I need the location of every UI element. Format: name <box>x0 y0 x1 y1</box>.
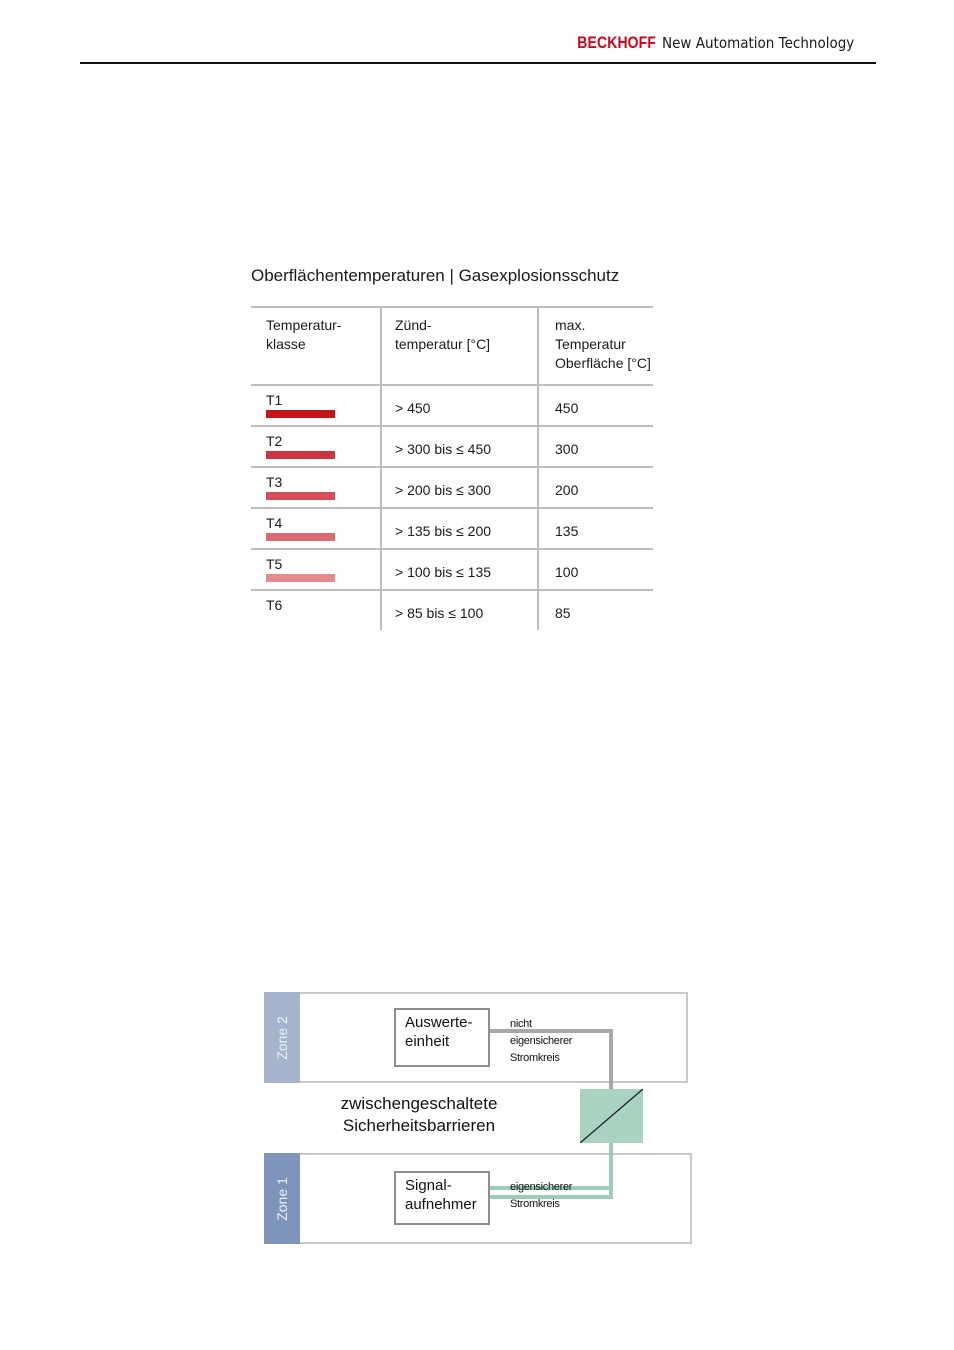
column-header-ignition: Zünd- temperatur [°C] <box>395 317 491 352</box>
safety-barrier-symbol <box>580 1089 643 1143</box>
brand-name: BECKHOFF <box>577 33 656 52</box>
barrier-caption: zwischengeschaltete Sicherheitsbarrieren <box>340 1094 498 1135</box>
brand-logo <box>560 33 876 53</box>
non-intrinsic-line-v <box>609 1029 613 1091</box>
max-temp-value: 300 <box>555 441 579 457</box>
page-header <box>80 26 876 66</box>
sensor-label: Signal- aufnehmer <box>405 1177 477 1213</box>
temperature-class-table <box>251 306 653 630</box>
intrinsic-line-v <box>609 1141 613 1190</box>
zone-2-tab <box>264 992 300 1083</box>
table-row <box>251 590 653 630</box>
max-temp-value: 200 <box>555 482 579 498</box>
intrinsic-circuit-label: eigensicherer Stromkreis <box>510 1181 573 1210</box>
sensor-box <box>394 1171 490 1225</box>
table-row <box>251 385 653 426</box>
ignition-value: > 300 bis ≤ 450 <box>395 441 492 457</box>
barrier-diagonal-icon <box>580 1089 643 1143</box>
class-color-bar <box>266 533 335 541</box>
class-label: T6 <box>266 597 283 613</box>
zone-2-label: Zone 2 <box>274 1015 290 1060</box>
class-color-bar <box>266 492 335 500</box>
class-label: T5 <box>266 556 283 572</box>
zone-1-label: Zone 1 <box>274 1176 290 1221</box>
class-color-bar <box>266 574 335 582</box>
table-row <box>251 508 653 549</box>
ignition-value: > 85 bis ≤ 100 <box>395 605 484 621</box>
class-color-bar <box>266 410 335 418</box>
class-label: T4 <box>266 515 283 531</box>
non-intrinsic-circuit-label: nicht eigensicherer Stromkreis <box>510 1018 573 1064</box>
class-label: T1 <box>266 392 283 408</box>
max-temp-value: 100 <box>555 564 579 580</box>
figure-title: Oberflächentemperaturen | Gasexplosionsschutz <box>251 266 620 285</box>
max-temp-value: 85 <box>555 605 571 621</box>
evaluation-unit-label: Auswerte- einheit <box>405 1014 473 1050</box>
max-temp-value: 450 <box>555 400 579 416</box>
class-color-bar <box>266 451 335 459</box>
ignition-value: > 200 bis ≤ 300 <box>395 482 492 498</box>
table-row <box>251 426 653 467</box>
column-header-max-temp: max. Temperatur Oberfläche [°C] <box>555 317 651 371</box>
evaluation-unit-box <box>394 1008 490 1067</box>
ignition-value: > 135 bis ≤ 200 <box>395 523 492 539</box>
column-header-class: Temperatur- klasse <box>266 317 342 352</box>
zone-barrier-diagram <box>264 992 694 1246</box>
brand-tagline: New Automation Technology <box>662 34 855 52</box>
table-row <box>251 549 653 590</box>
class-label: T2 <box>266 433 283 449</box>
max-temp-value: 135 <box>555 523 579 539</box>
zone-1-tab <box>264 1153 300 1244</box>
ignition-value: > 100 bis ≤ 135 <box>395 564 492 580</box>
table-header-row <box>251 307 653 385</box>
header-divider <box>80 62 876 64</box>
table-row <box>251 467 653 508</box>
class-label: T3 <box>266 474 283 490</box>
ignition-value: > 450 <box>395 400 431 416</box>
